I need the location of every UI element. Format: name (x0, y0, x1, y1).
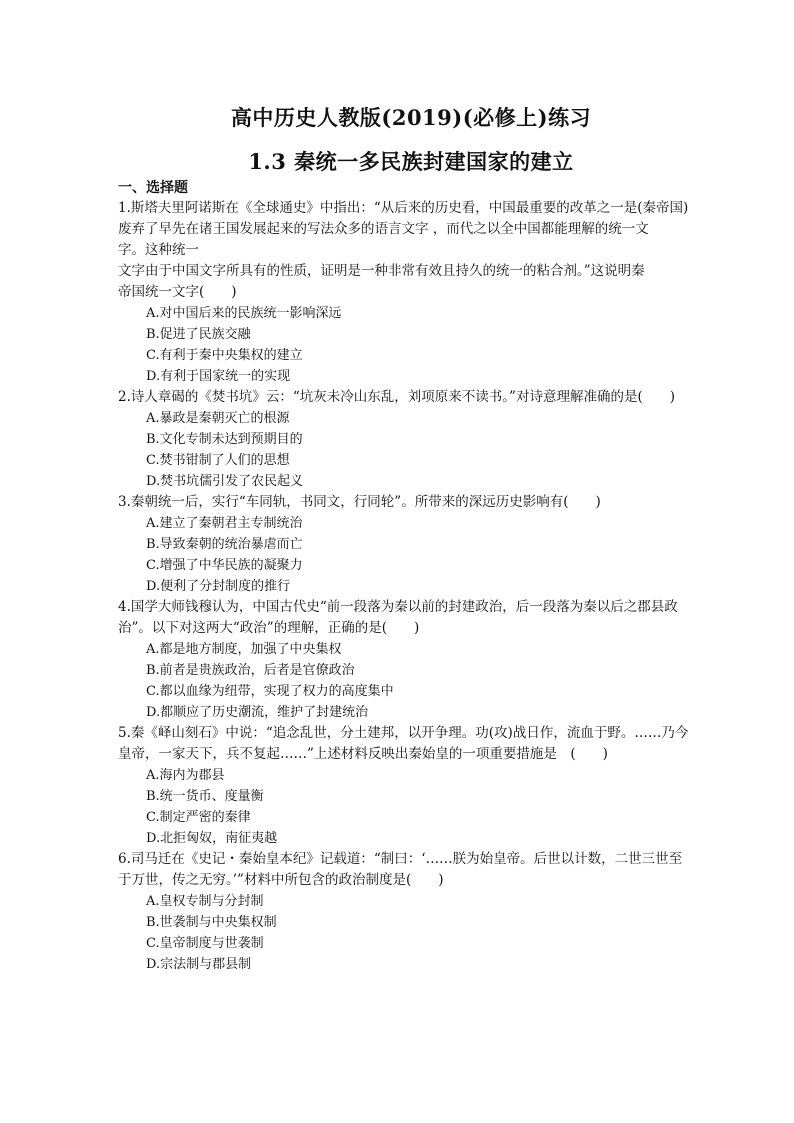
answer-option: D.便利了分封制度的推行 (146, 579, 291, 594)
option-list (118, 891, 704, 975)
question-stem-line (118, 261, 716, 282)
answer-option: B.文化专制未达到预期目的 (146, 432, 303, 447)
question-stem-text: 废弃了早先在诸王国发展起来的写法众多的语言文字 ，而代之以全中国都能理解的统一文 (118, 221, 649, 237)
answer-option: C.都以血缘为纽带，实现了权力的高度集中 (146, 684, 394, 699)
question-stem-text: 帝国统一文字( ) (118, 284, 237, 300)
question-stem-line (118, 492, 716, 513)
question-stem-text: 于万世，传之无穷。’”材料中所包含的政治制度是( ) (118, 872, 444, 888)
document-title: 高中历史人教版(2019)(必修上)练习 (230, 105, 592, 130)
question-stem-line (118, 240, 716, 261)
question-stem-text: 秦《峄山刻石》中说：“追念乱世，分土建邦，以开争理。功(攻)战日作，流血于野。……乃今 (130, 725, 689, 741)
answer-option: A.海内为郡县 (146, 768, 225, 783)
answer-option: D.有利于国家统一的实现 (146, 369, 291, 384)
question-stem-line (118, 387, 716, 408)
question-number: 5. (118, 725, 131, 741)
section-heading: 一、选择题 (118, 180, 188, 196)
answer-option: B.世袭制与中央集权制 (146, 915, 277, 930)
question-stem-line (118, 198, 716, 219)
option-list (118, 408, 704, 492)
question-4 (118, 597, 704, 723)
answer-option: B.前者是贵族政治，后者是官僚政治 (146, 663, 355, 678)
question-stem-text: 司马迁在《史记・秦始皇本纪》记载道：“制曰：‘……朕为始皇帝。后世以计数，二世三世至 (130, 851, 683, 867)
question-stem (118, 597, 716, 639)
answer-option: C.有利于秦中央集权的建立 (146, 348, 303, 363)
question-stem-text: 秦朝统一后，实行“车同轨，书同文，行同轮”。所带来的深远历史影响有( ) (130, 494, 601, 510)
question-stem-line (118, 723, 716, 744)
question-3 (118, 492, 704, 597)
question-number: 2. (118, 389, 131, 405)
question-5 (118, 723, 704, 849)
question-stem-text: 文字由于中国文字所具有的性质，证明是一种非常有效且持久的统一的粘合剂。”这说明秦 (118, 263, 645, 279)
option-list (118, 303, 704, 387)
lesson-title: 1.3 秦统一多民族封建国家的建立 (248, 149, 574, 174)
question-stem (118, 492, 716, 513)
question-6 (118, 849, 704, 975)
question-stem-line (118, 282, 716, 303)
answer-option: B.促进了民族交融 (146, 327, 251, 342)
answer-option: C.焚书钳制了人们的思想 (146, 453, 290, 468)
question-number: 4. (118, 599, 131, 615)
question-stem-text: 国学大师钱穆认为，中国古代史“前一段落为秦以前的封建政治，后一段落为秦以后之郡县政 (130, 599, 678, 615)
answer-option: D.北拒匈奴，南征夷越 (146, 831, 278, 846)
answer-option: C.增强了中华民族的凝聚力 (146, 558, 303, 573)
answer-option: A.对中国后来的民族统一影响深远 (146, 306, 342, 321)
question-stem-line (118, 597, 716, 618)
question-stem-line (118, 219, 716, 240)
answer-option: A.暴政是秦朝灭亡的根源 (146, 411, 290, 426)
question-number: 3. (118, 494, 131, 510)
answer-option: A.都是地方制度，加强了中央集权 (146, 642, 342, 657)
question-stem-line (118, 618, 716, 639)
question-stem-text: 治”。以下对这两大“政治”的理解，正确的是( ) (118, 620, 420, 636)
question-stem-line (118, 870, 716, 891)
question-number: 1. (118, 200, 131, 216)
answer-option: A.皇权专制与分封制 (146, 894, 264, 909)
question-2 (118, 387, 704, 492)
option-list (118, 765, 704, 849)
question-stem-line (118, 744, 716, 765)
question-list (118, 198, 704, 975)
option-list (118, 639, 704, 723)
question-stem-line (118, 849, 716, 870)
question-stem-text: 诗人章碣的《焚书坑》云：“坑灰未冷山东乱，刘项原来不读书。”对诗意理解准确的是( ) (130, 389, 675, 405)
question-stem (118, 387, 716, 408)
question-stem-text: 字。这种统一 (118, 242, 199, 258)
question-stem-text: 斯塔夫里阿诺斯在《全球通史》中指出：“从后来的历史看，中国最重要的改革之一是(秦帝国) (130, 200, 689, 216)
question-stem (118, 849, 716, 891)
question-stem (118, 723, 716, 765)
question-stem-text: 皇帝，一家天下，兵不复起……”上述材料反映出秦始皇的一项重要措施是 ( ) (118, 746, 608, 762)
answer-option: B.统一货币、度量衡 (146, 789, 264, 804)
option-list (118, 513, 704, 597)
question-1 (118, 198, 704, 387)
answer-option: D.都顺应了历史潮流，维护了封建统治 (146, 705, 369, 720)
question-number: 6. (118, 851, 131, 867)
answer-option: C.皇帝制度与世袭制 (146, 936, 264, 951)
answer-option: B.导致秦朝的统治暴虐而亡 (146, 537, 303, 552)
answer-option: D.宗法制与郡县制 (146, 957, 252, 972)
question-stem (118, 198, 716, 303)
answer-option: A.建立了秦朝君主专制统治 (146, 516, 303, 531)
answer-option: D.焚书坑儒引发了农民起义 (146, 474, 304, 489)
answer-option: C.制定严密的秦律 (146, 810, 251, 825)
